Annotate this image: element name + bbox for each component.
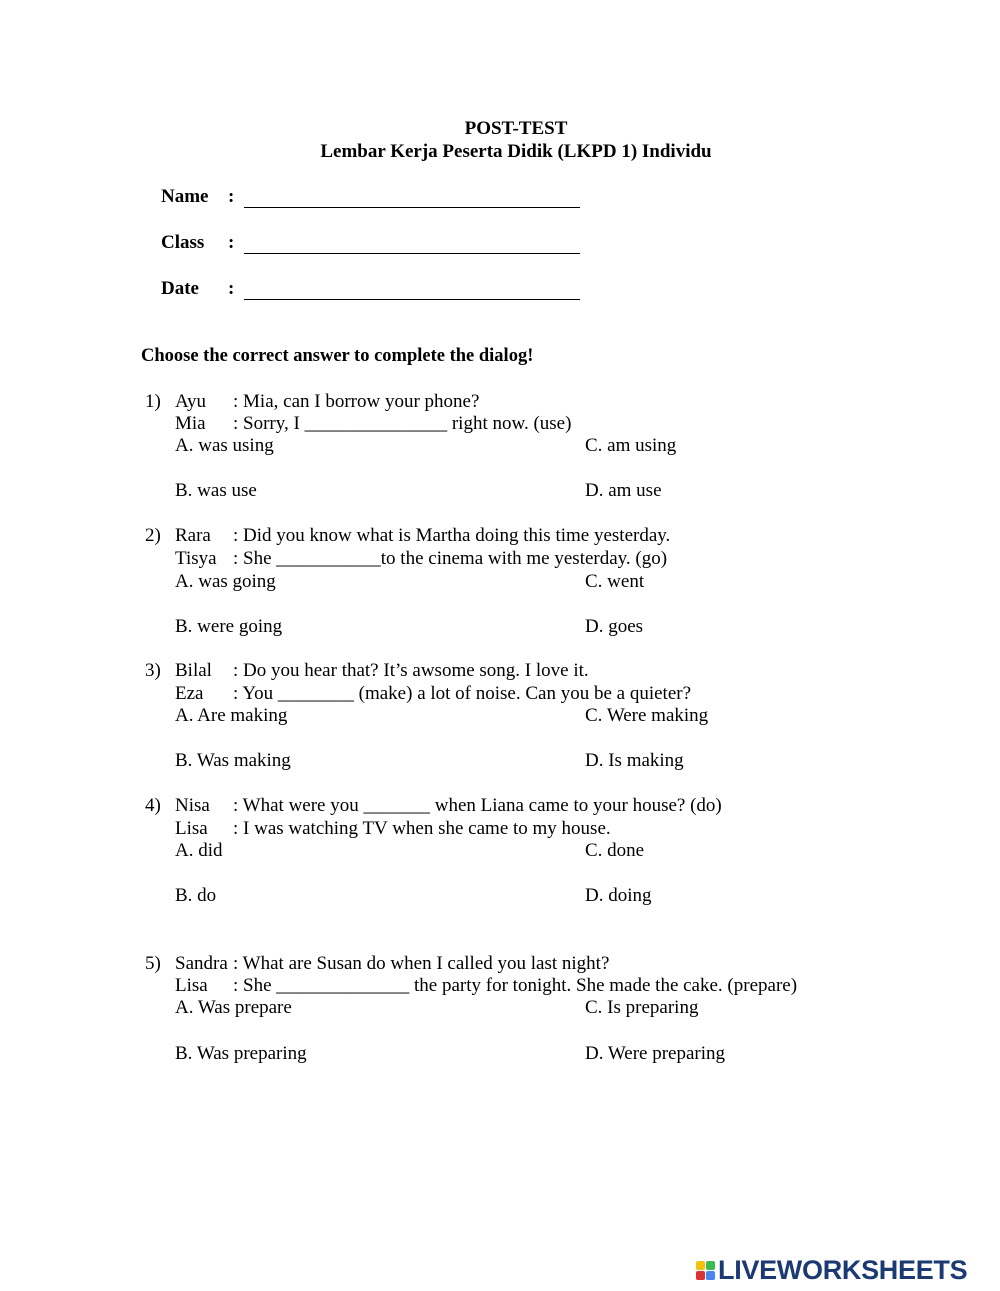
option-d[interactable]: D. Were preparing [585,1043,726,1064]
option-a[interactable]: A. Are making [175,705,288,726]
question-number: 2) [145,525,161,546]
logo-block [706,1261,715,1270]
dialog-speaker: Bilal [175,660,212,681]
dialog-line: : What are Susan do when I called you last night? [233,953,610,974]
class-colon: : [228,232,235,253]
dialog-line: : Mia, can I borrow your phone? [233,391,480,412]
logo-text: LIVEWORKSHEETS [718,1254,968,1285]
dialog-speaker: Nisa [175,795,210,816]
question-number: 5) [145,953,161,974]
dialog-line: : She ___________to the cinema with me yesterday. (go) [233,548,668,569]
name-field[interactable] [244,207,580,208]
date-colon: : [228,278,235,299]
dialog-line: : Sorry, I _______________ right now. (use) [233,413,572,434]
date-field[interactable] [244,299,580,300]
option-a[interactable]: A. was going [175,571,276,592]
dialog-line: : Do you hear that? It’s awsome song. I love it. [233,660,589,681]
page-subtitle: Lembar Kerja Peserta Didik (LKPD 1) Individu [320,141,712,162]
dialog-speaker: Sandra [175,953,228,974]
name-colon: : [228,186,235,207]
dialog-speaker: Ayu [175,391,206,412]
option-d[interactable]: D. Is making [585,750,684,771]
dialog-line: : You ________ (make) a lot of noise. Can you be a quieter? [233,683,692,704]
option-a[interactable]: A. did [175,840,223,861]
dialog-speaker: Eza [175,683,204,704]
name-label: Name [161,186,209,207]
option-d[interactable]: D. am use [585,480,662,501]
dialog-speaker: Mia [175,413,206,434]
class-label: Class [161,232,205,253]
date-label: Date [161,278,199,299]
question-number: 4) [145,795,161,816]
dialog-line: : Did you know what is Martha doing this time yesterday. [233,525,671,546]
option-b[interactable]: B. do [175,885,217,906]
dialog-line: : She ______________ the party for tonight. She made the cake. (prepare) [233,975,798,996]
logo-block [696,1261,705,1270]
option-c[interactable]: C. Were making [585,705,709,726]
instruction-text: Choose the correct answer to complete the dialog! [141,346,534,366]
question-number: 1) [145,391,161,412]
option-d[interactable]: D. goes [585,616,644,637]
logo-block [696,1271,705,1280]
option-c[interactable]: C. Is preparing [585,997,699,1018]
option-b[interactable]: B. was use [175,480,257,501]
dialog-line: : I was watching TV when she came to my house. [233,818,611,839]
option-a[interactable]: A. was using [175,435,274,456]
class-field[interactable] [244,253,580,254]
option-b[interactable]: B. were going [175,616,283,637]
option-c[interactable]: C. done [585,840,645,861]
option-b[interactable]: B. Was preparing [175,1043,307,1064]
liveworksheets-logo [696,1256,967,1284]
option-a[interactable]: A. Was prepare [175,997,292,1018]
page-title: POST-TEST [464,118,568,139]
logo-block [706,1271,715,1280]
dialog-line: : What were you _______ when Liana came to your house? (do) [233,795,722,816]
option-d[interactable]: D. doing [585,885,652,906]
dialog-speaker: Tisya [175,548,217,569]
dialog-speaker: Lisa [175,818,208,839]
logo-blocks-icon [696,1261,715,1280]
option-c[interactable]: C. went [585,571,645,592]
option-b[interactable]: B. Was making [175,750,291,771]
dialog-speaker: Rara [175,525,211,546]
option-c[interactable]: C. am using [585,435,677,456]
question-number: 3) [145,660,161,681]
dialog-speaker: Lisa [175,975,208,996]
